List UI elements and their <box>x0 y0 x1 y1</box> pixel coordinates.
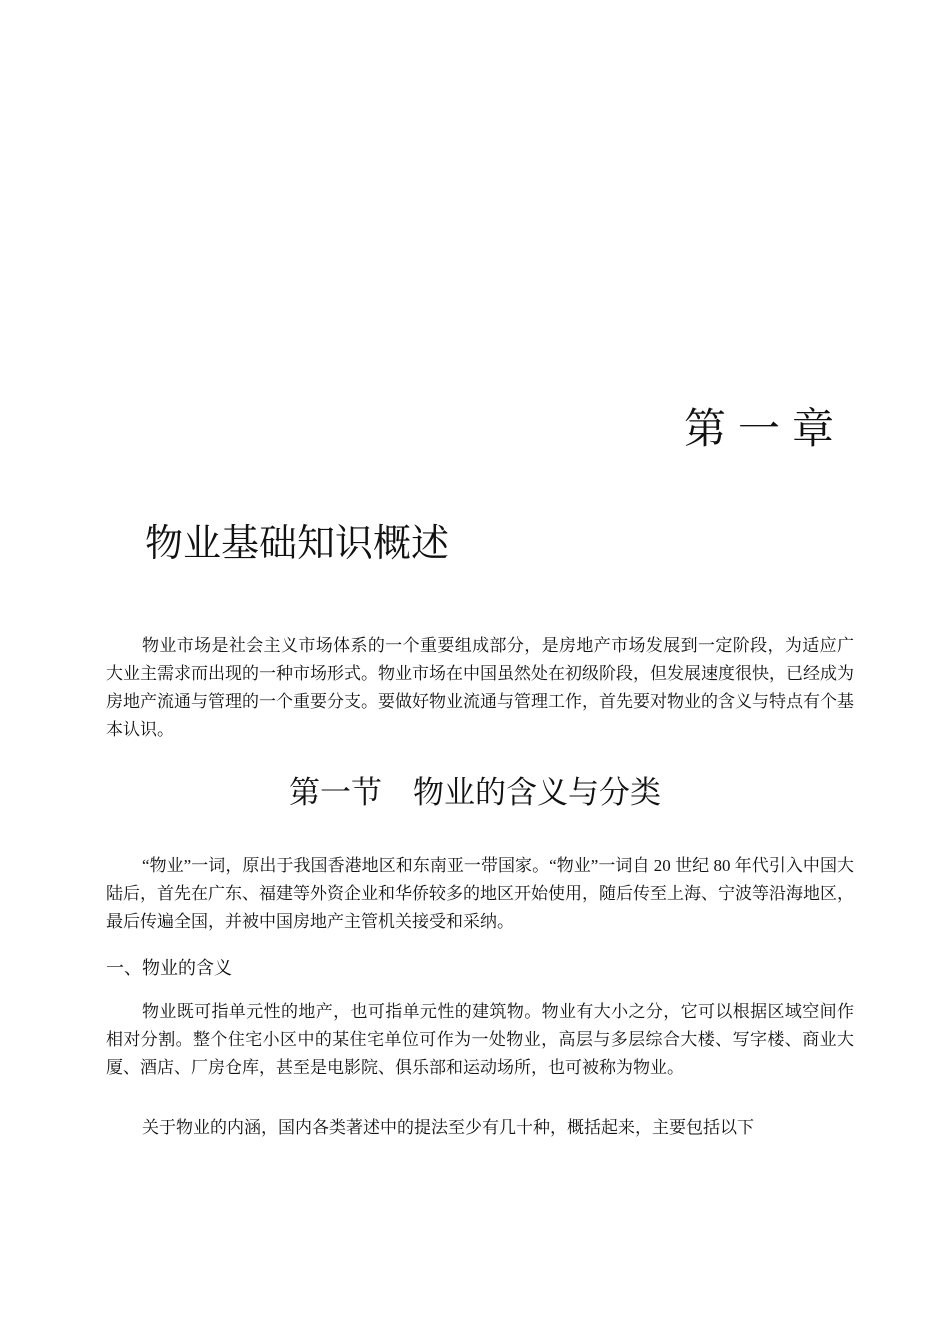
chapter-intro-paragraph: 物业市场是社会主义市场体系的一个重要组成部分，是房地产市场发展到一定阶段，为适应广大业主需求而出现的一种市场形式。物业市场在中国虽然处在初级阶段，但发展速度很快，已经成为房地产流通与管理的一个重要分支。要做好物业流通与管理工作，首先要对物业的含义与特点有个基本认识。 <box>106 636 854 740</box>
chapter-label: 第一章 <box>683 404 846 453</box>
subsection-heading: 一、物业的含义 <box>106 958 232 979</box>
section-title: 第一节 物业的含义与分类 <box>289 775 661 811</box>
section-paragraph-2: 物业既可指单元性的地产，也可指单元性的建筑物。物业有大小之分，它可以根据区域空间作相对分割。整个住宅小区中的某住宅单位可作为一处物业，高层与多层综合大楼、写字楼、商业大厦、酒店、厂房仓库，甚至是电影院、俱乐部和运动场所，也可被称为物业。 <box>106 1002 854 1077</box>
chapter-title: 物业基础知识概述 <box>145 521 450 565</box>
section-paragraph-3: 关于物业的内涵，国内各类著述中的提法至少有几十种，概括起来，主要包括以下 <box>142 1118 754 1137</box>
section-paragraph-1: “物业”一词，原出于我国香港地区和东南亚一带国家。“物业”一词自 20 世纪 80 年代引入中国大陆后，首先在广东、福建等外资企业和华侨较多的地区开始使用，随后传至上海、宁波等沿海地区，最后传遍全国，并被中国房地产主管机关接受和采纳。 <box>106 856 854 931</box>
